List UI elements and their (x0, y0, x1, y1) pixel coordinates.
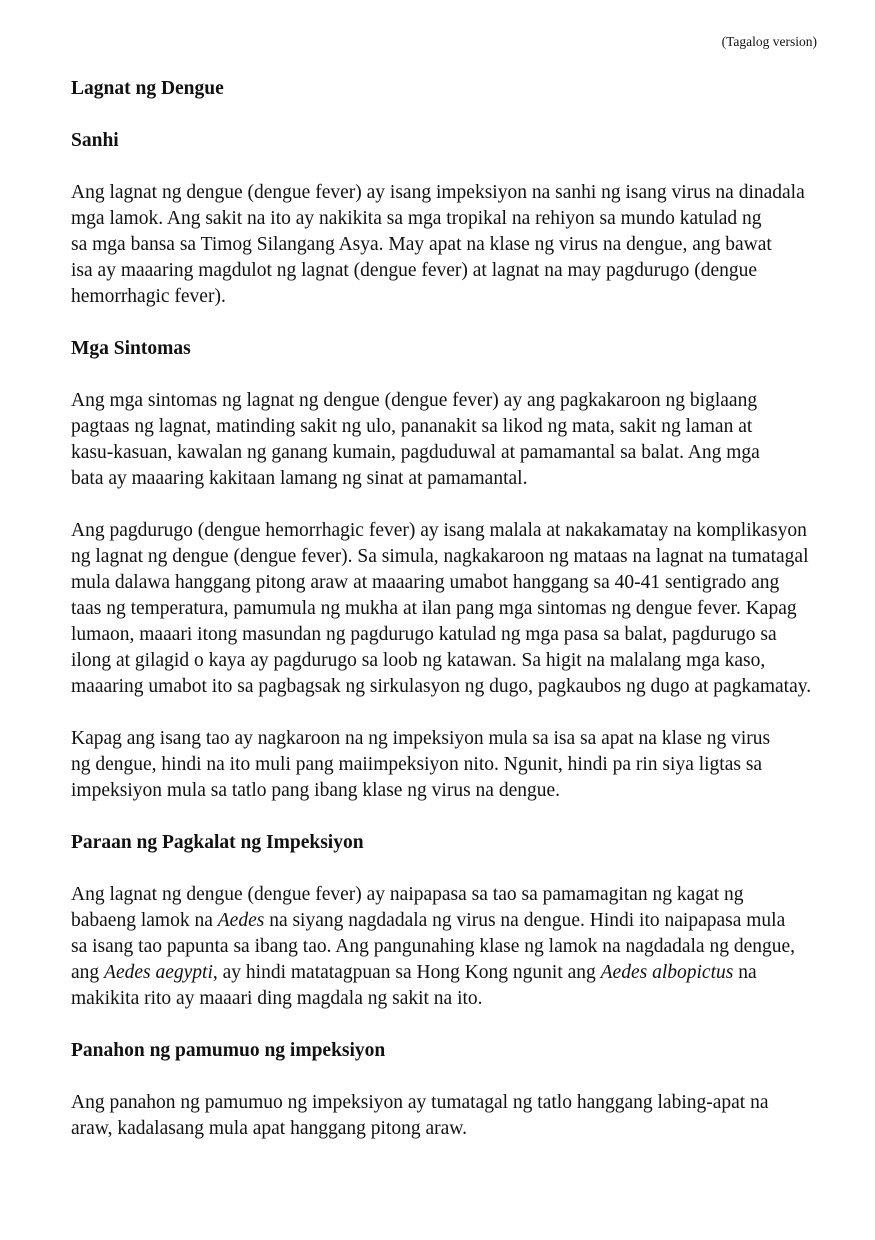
paragraph-sanhi (71, 180, 831, 310)
version-label: (Tagalog version) (721, 34, 817, 49)
text-line: ng lagnat ng dengue (dengue fever). Sa simula, nagkakaroon ng mataas na lagnat na tumatagal (71, 546, 809, 567)
italic-term-aedes-albopictus: Aedes albopictus (600, 962, 734, 983)
paragraph-sintomas-1 (71, 388, 831, 492)
text-line: pagtaas ng lagnat, matinding sakit ng ulo, pananakit sa likod ng mata, sakit ng laman at (71, 416, 753, 437)
text-line: sa isang tao papunta sa ibang tao. Ang pangunahing klase ng lamok na nagdadala ng dengue, (71, 936, 796, 957)
text-line: bata ay maaaring kakitaan lamang ng sinat at pamamantal. (71, 468, 528, 489)
section-heading-sanhi: Sanhi (71, 130, 119, 151)
text-segment: na siyang nagdadala ng virus na dengue. Hindi ito naipapasa mula (264, 910, 786, 931)
text-line: mula dalawa hanggang pitong araw at maaaring umabot hanggang sa 40-41 sentigrado ang (71, 572, 780, 593)
paragraph-pamumuo (71, 1090, 831, 1142)
text-segment: na (733, 962, 757, 983)
document-content (71, 76, 831, 1142)
text-segment: ang (71, 962, 105, 983)
italic-term-aedes-aegypti: Aedes aegypti (104, 962, 213, 983)
text-line: lumaon, maaari itong masundan ng pagdurugo katulad ng mga pasa sa balat, pagdurugo sa (71, 624, 777, 645)
text-line: araw, kadalasang mula apat hanggang pitong araw. (71, 1118, 467, 1139)
section-heading-sintomas: Mga Sintomas (71, 338, 191, 359)
text-line: isa ay maaaring magdulot ng lagnat (dengue fever) at lagnat na may pagdurugo (dengue (71, 260, 758, 281)
text-line: maaaring umabot ito sa pagbagsak ng sirkulasyon ng dugo, pagkaubos ng dugo at pagkamatay. (71, 676, 812, 697)
text-line (71, 960, 831, 986)
text-line: Ang pagdurugo (dengue hemorrhagic fever) ay isang malala at nakakamatay na komplikasyon (71, 520, 807, 541)
italic-term-aedes: Aedes (217, 910, 265, 931)
section-heading-pamumuo: Panahon ng pamumuo ng impeksiyon (71, 1040, 386, 1061)
text-line: makikita rito ay maaari ding magdala ng sakit na ito. (71, 988, 483, 1009)
text-segment: , ay hindi matatagpuan sa Hong Kong ngunit ang (212, 962, 601, 983)
section-heading-pagkalat: Paraan ng Pagkalat ng Impeksiyon (71, 832, 364, 853)
text-line (71, 908, 831, 934)
text-line: Kapag ang isang tao ay nagkaroon na ng impeksiyon mula sa isa sa apat na klase ng virus (71, 728, 771, 749)
document-title: Lagnat ng Dengue (71, 78, 224, 99)
paragraph-pagkalat (71, 882, 831, 1012)
text-line: hemorrhagic fever). (71, 286, 226, 307)
text-line: Ang panahon ng pamumuo ng impeksiyon ay tumatagal ng tatlo hanggang labing-apat na (71, 1092, 769, 1113)
text-line: kasu-kasuan, kawalan ng ganang kumain, pagduduwal at pamamantal sa balat. Ang mga (71, 442, 760, 463)
text-segment: babaeng lamok na (71, 910, 218, 931)
text-line: mga lamok. Ang sakit na ito ay nakikita sa mga tropikal na rehiyon sa mundo katulad ng (71, 208, 762, 229)
text-line: Ang lagnat ng dengue (dengue fever) ay naipapasa sa tao sa pamamagitan ng kagat ng (71, 884, 744, 905)
text-line: Ang mga sintomas ng lagnat ng dengue (dengue fever) ay ang pagkakaroon ng biglaang (71, 390, 758, 411)
paragraph-sintomas-3 (71, 726, 831, 804)
text-line: impeksiyon mula sa tatlo pang ibang klase ng virus na dengue. (71, 780, 561, 801)
text-line: ng dengue, hindi na ito muli pang maiimpeksiyon nito. Ngunit, hindi pa rin siya ligtas sa (71, 754, 763, 775)
text-line: sa mga bansa sa Timog Silangang Asya. May apat na klase ng virus na dengue, ang bawat (71, 234, 772, 255)
paragraph-sintomas-2 (71, 518, 831, 700)
text-line: Ang lagnat ng dengue (dengue fever) ay isang impeksiyon na sanhi ng isang virus na dinadala (71, 182, 805, 203)
text-line: ilong at gilagid o kaya ay pagdurugo sa loob ng katawan. Sa higit na malalang mga kaso, (71, 650, 766, 671)
text-line: taas ng temperatura, pamumula ng mukha at ilan pang mga sintomas ng dengue fever. Kapag (71, 598, 797, 619)
